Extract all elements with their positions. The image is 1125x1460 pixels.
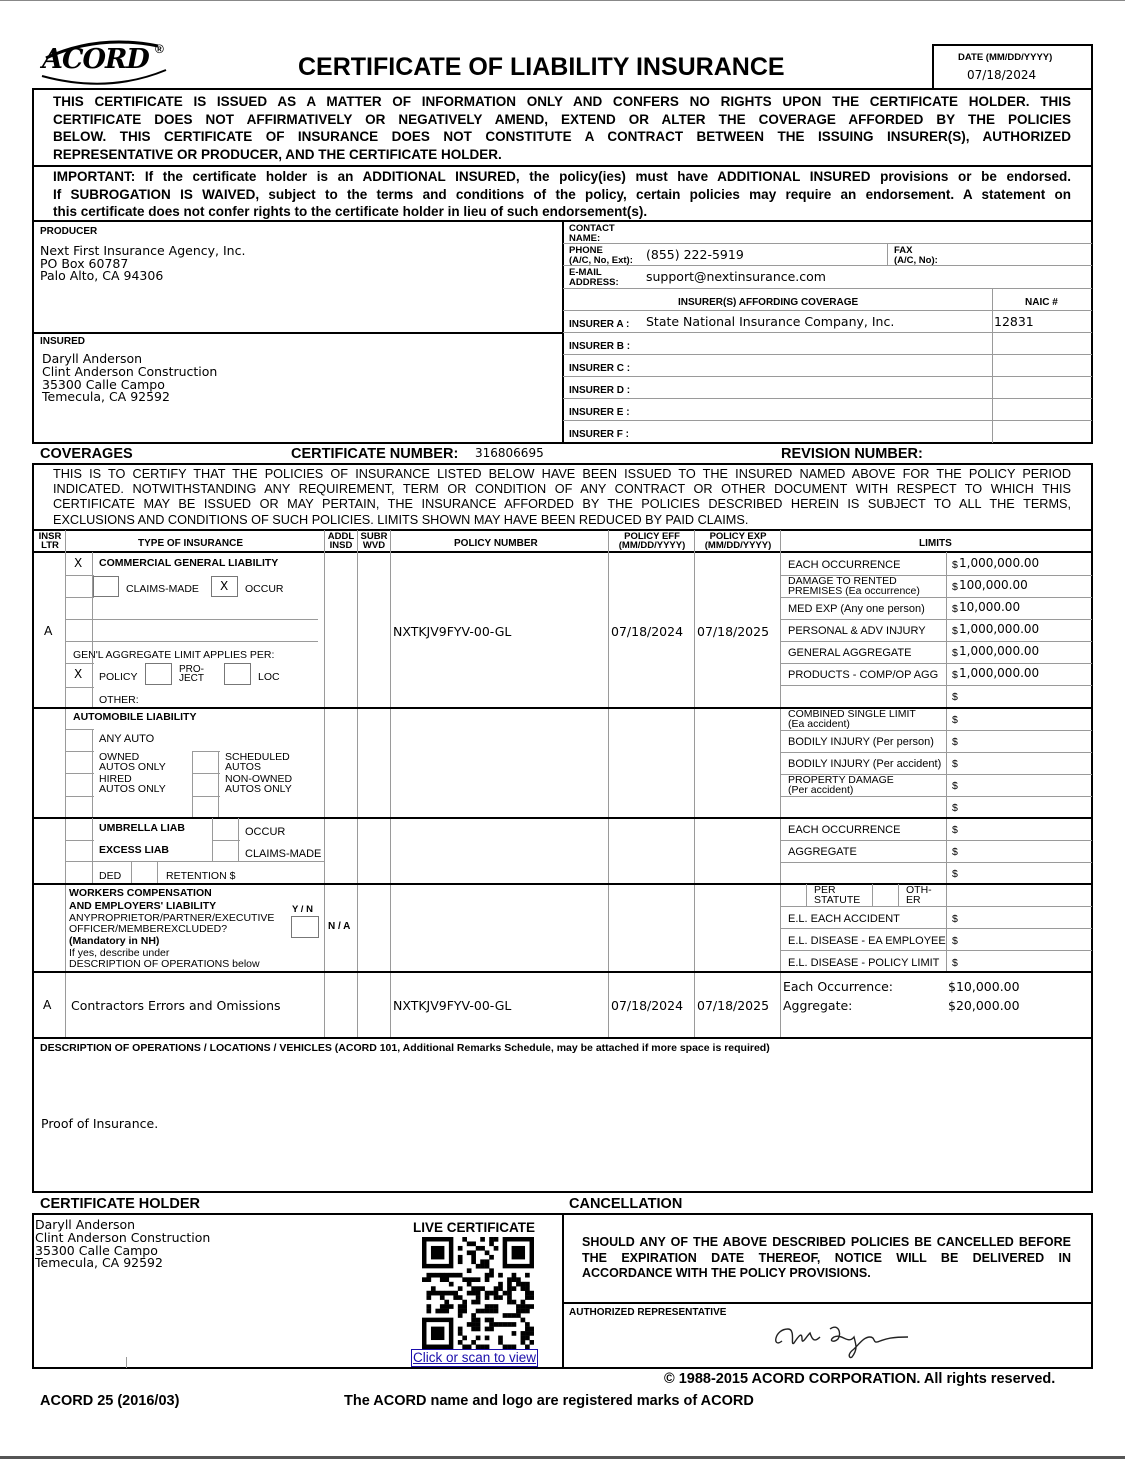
revision-number-label: REVISION NUMBER: — [781, 446, 923, 462]
divider — [66, 861, 324, 862]
divider — [212, 840, 240, 841]
logo-text: ACORD — [42, 44, 149, 75]
label-line: AUTOS — [225, 761, 261, 773]
eo-policy-eff: 07/18/2024 — [611, 998, 684, 1013]
eo-each-occurrence-value: $10,000.00 — [948, 979, 1020, 994]
live-certificate-label: LIVE CERTIFICATE — [413, 1220, 536, 1235]
limit-value: 1,000,000.00 — [959, 666, 1040, 680]
label-line: NAME: — [569, 232, 601, 244]
divider — [66, 773, 94, 774]
divider — [192, 796, 220, 797]
scan-link[interactable]: Click or scan to view — [413, 1350, 537, 1365]
divider — [781, 685, 1092, 686]
insured-address — [42, 353, 217, 404]
label-line: PROPERTY DAMAGE — [788, 774, 894, 786]
label-line: STATUTE — [814, 894, 861, 906]
eo-aggregate-label: Aggregate: — [783, 998, 853, 1013]
divider — [781, 862, 1092, 863]
yn-label: Y / N — [292, 904, 313, 915]
label-line: WVD — [362, 540, 386, 551]
disclaimer-line: THIS CERTIFICATE IS ISSUED AS A MATTER OF INFORMATION ONLY AND CONFERS NO RIGHTS UPON THE CERTIFICATE HOLDER. THIS — [53, 94, 1071, 109]
ded-col — [131, 862, 132, 883]
divider — [563, 420, 1092, 421]
copyright: © 1988-2015 ACORD CORPORATION. All rights reserved. — [664, 1371, 1056, 1387]
occur-label: OCCUR — [245, 583, 284, 595]
limit-label — [788, 576, 920, 596]
auto-check-col-3 — [192, 752, 193, 817]
project-checkbox — [145, 663, 172, 685]
important-text — [53, 168, 1071, 221]
top-rule — [0, 0, 1125, 1]
qr-code-icon[interactable] — [422, 1237, 534, 1349]
producer-address — [40, 245, 245, 283]
divider — [66, 663, 94, 664]
divider — [66, 619, 318, 620]
disclaimer-line: REPRESENTATIVE OR PRODUCER, AND THE CERTIFICATE HOLDER. — [53, 146, 502, 162]
divider — [66, 575, 94, 576]
label-line: COMBINED SINGLE LIMIT — [788, 708, 916, 720]
proprietor-question — [69, 913, 274, 934]
divider — [32, 551, 1093, 553]
cancel-line: SHOULD ANY OF THE ABOVE DESCRIBED POLICIES BE CANCELLED BEFORE — [582, 1235, 1071, 1249]
dollar-sign: $ — [952, 603, 958, 615]
dollar-sign: $ — [952, 625, 958, 637]
dollar-sign: $ — [952, 780, 958, 792]
limit-label: AGGREGATE — [788, 846, 857, 858]
certificate-holder-label: CERTIFICATE HOLDER — [40, 1196, 201, 1212]
col-insr-ltr — [36, 532, 64, 550]
insurers-header: INSURER(S) AFFORDING COVERAGE — [678, 297, 859, 308]
certify-text — [53, 467, 1071, 528]
certify-line: INDICATED. NOTWITHSTANDING ANY REQUIREMENT, TERM OR CONDITION OF ANY CONTRACT OR OTHER DOCUMENT WITH RESPECT TO WHICH THIS — [53, 482, 1071, 497]
cancel-line: THE EXPIRATION DATE THEREOF, NOTICE WILL BE DELIVERED IN — [582, 1250, 1071, 1265]
limit-label: E.L. DISEASE - POLICY LIMIT — [788, 957, 940, 969]
divider — [781, 796, 1092, 797]
label-line: (Per accident) — [788, 784, 854, 796]
cgl-label: COMMERCIAL GENERAL LIABILITY — [99, 557, 279, 569]
signature — [768, 1315, 913, 1361]
coverages-table — [32, 463, 1093, 1193]
disclaimer-text — [53, 93, 1071, 163]
gl-policy-eff: 07/18/2024 — [611, 624, 684, 639]
umbrella-label: UMBRELLA LIAB — [99, 822, 185, 834]
divider — [563, 288, 1092, 289]
insurer-label: INSURER D : — [569, 385, 631, 396]
label-line: SCHEDULED — [225, 751, 290, 763]
label-line: CONTACT — [569, 223, 615, 234]
email-value: support@nextinsurance.com — [646, 269, 826, 284]
label-line: (A/C, No, Ext): — [569, 254, 633, 266]
dollar-sign: $ — [952, 691, 958, 703]
col-line — [608, 530, 609, 1038]
cancellation-text — [582, 1235, 1071, 1282]
limit-label: MED EXP (Any one person) — [788, 603, 925, 615]
label-line: JECT — [179, 673, 204, 684]
divider — [66, 751, 94, 752]
description-text: Proof of Insurance. — [41, 1116, 159, 1131]
fax-label — [894, 246, 938, 265]
limit-value: 10,000.00 — [959, 600, 1021, 614]
divider — [872, 884, 873, 906]
label-line: AUTOS ONLY — [99, 783, 166, 795]
divider — [781, 840, 1092, 841]
holder-line: Temecula, CA 92592 — [35, 1255, 163, 1271]
col-subr-wvd — [358, 532, 390, 550]
dollar-sign: $ — [952, 714, 958, 726]
label-line: DAMAGE TO RENTED — [788, 575, 897, 587]
label-line: AND EMPLOYERS' LIABILITY — [69, 899, 217, 912]
limit-label: PERSONAL & ADV INJURY — [788, 625, 926, 637]
label-line: OWNED — [99, 751, 140, 763]
label-line: LTR — [41, 540, 59, 551]
ded-label: DED — [99, 870, 122, 882]
certify-line: EXCLUSIONS AND CONDITIONS OF SUCH POLICIES. LIMITS SHOWN MAY HAVE BEEN REDUCED BY PAID CLAIMS. — [53, 512, 749, 527]
dollar-sign: $ — [952, 957, 958, 969]
if-yes-note — [69, 948, 260, 969]
divider — [192, 751, 220, 752]
phone-value: (855) 222-5919 — [646, 247, 744, 262]
gl-insurer-letter: A — [44, 624, 53, 638]
col-policy-number: POLICY NUMBER — [454, 538, 538, 549]
producer-label: PRODUCER — [40, 226, 98, 237]
email-label — [569, 268, 619, 287]
owned-autos-label — [99, 752, 166, 772]
claims-made-checkbox — [93, 576, 119, 597]
col-line — [946, 552, 947, 972]
other-er-label — [906, 885, 932, 905]
page-title: CERTIFICATE OF LIABILITY INSURANCE — [298, 53, 785, 81]
label-line: INSR — [38, 531, 62, 542]
contact-name-label — [569, 224, 615, 243]
divider — [781, 597, 1092, 598]
insurer-name: State National Insurance Company, Inc. — [646, 314, 895, 329]
col-policy-eff — [609, 532, 695, 550]
label-line: NON-OWNED — [225, 773, 293, 785]
divider — [32, 529, 1093, 531]
holder-address — [35, 1219, 210, 1270]
divider — [66, 796, 94, 797]
umbrella-claims-made-label: CLAIMS-MADE — [245, 848, 322, 860]
divider — [898, 884, 899, 906]
label-line: HIRED — [99, 773, 132, 785]
insured-line: Clint Anderson Construction — [42, 363, 218, 379]
producer-line: Next First Insurance Agency, Inc. — [40, 243, 246, 258]
insurer-label: INSURER A : — [569, 319, 630, 330]
divider — [563, 243, 1092, 244]
label-line: (MM/DD/YYYY) — [618, 540, 686, 551]
phone-label — [569, 246, 633, 265]
dollar-sign: $ — [952, 935, 958, 947]
col-line — [357, 530, 358, 1038]
divider — [32, 1037, 1093, 1039]
col-addl-insd — [325, 532, 357, 550]
occur-mark: X — [220, 579, 229, 593]
gl-policy-number: NXTKJV9FYV-00-GL — [393, 624, 512, 639]
important-line: IMPORTANT: If the certificate holder is an ADDITIONAL INSURED, the policy(ies) must have ADDITIONAL INSURED provisions or be endorsed. — [53, 169, 1071, 184]
divider — [563, 354, 1092, 355]
limit-label — [788, 709, 916, 729]
project-label — [179, 665, 204, 683]
na-label: N / A — [328, 921, 351, 932]
divider — [66, 687, 94, 688]
divider — [32, 332, 563, 334]
insurer-label: INSURER B : — [569, 341, 631, 352]
registered-mark: ® — [155, 42, 164, 56]
divider — [66, 641, 318, 642]
label-line: DESCRIPTION OF OPERATIONS below — [69, 957, 260, 970]
col-limits: LIMITS — [919, 538, 952, 549]
divider — [781, 928, 1092, 929]
dollar-sign: $ — [952, 868, 958, 880]
gl-policy-exp: 07/18/2025 — [697, 624, 770, 639]
limit-label: GENERAL AGGREGATE — [788, 647, 912, 659]
dollar-sign: $ — [952, 581, 958, 593]
naic-header: NAIC # — [1025, 297, 1058, 308]
divider — [66, 729, 94, 730]
divider — [781, 950, 1092, 951]
dollar-sign: $ — [952, 913, 958, 925]
label-line: POLICY EXP — [709, 531, 767, 542]
divider — [66, 597, 94, 598]
divider — [781, 752, 1092, 753]
limit-label — [788, 775, 894, 795]
holder-line: Daryll Anderson — [35, 1217, 136, 1232]
col-line — [390, 530, 391, 1038]
col-line — [324, 530, 325, 1038]
important-line: this certificate does not confer rights to the certificate holder in lieu of such endorsement(s). — [53, 204, 648, 220]
loc-label: LOC — [258, 671, 280, 683]
limit-value: 100,000.00 — [959, 578, 1028, 592]
label-line: ADDRESS: — [569, 276, 619, 288]
eo-policy-exp: 07/18/2025 — [697, 998, 770, 1013]
policy-label: POLICY — [99, 671, 138, 683]
loc-checkbox — [224, 663, 251, 685]
any-auto-label: ANY AUTO — [99, 733, 155, 745]
non-owned-autos-label — [225, 774, 292, 794]
cgl-checkbox: X — [74, 556, 83, 570]
retention-label: RETENTION $ — [166, 870, 236, 882]
hired-autos-label — [99, 774, 166, 794]
eo-policy-number: NXTKJV9FYV-00-GL — [393, 998, 512, 1013]
certificate-number: 316806695 — [475, 446, 544, 460]
scheduled-autos-label — [225, 752, 290, 772]
date-box — [932, 44, 1093, 90]
registered-marks-note: The ACORD name and logo are registered marks of ACORD — [344, 1393, 754, 1409]
holder-line: 35300 Calle Campo — [35, 1242, 158, 1258]
acord-logo — [38, 36, 173, 88]
divider — [563, 310, 1092, 311]
eo-each-occurrence-label: Each Occurrence: — [783, 979, 894, 994]
divider — [192, 773, 220, 774]
label-line: FAX — [894, 245, 913, 256]
divider — [126, 1357, 127, 1368]
label-line: ANYPROPRIETOR/PARTNER/EXECUTIVE — [69, 912, 275, 924]
form-number: ACORD 25 (2016/03) — [40, 1393, 180, 1409]
gen-agg-applies-label: GEN'L AGGREGATE LIMIT APPLIES PER: — [73, 649, 275, 661]
dollar-sign: $ — [952, 758, 958, 770]
divider — [32, 817, 1093, 819]
divider — [563, 332, 1092, 333]
dollar-sign: $ — [952, 559, 958, 571]
label-line: AUTOS ONLY — [99, 761, 166, 773]
excluded-checkbox — [291, 916, 319, 938]
label-line: OTH- — [906, 884, 932, 896]
col-line — [694, 530, 695, 1038]
certify-line: CERTIFICATE MAY BE ISSUED OR MAY PERTAIN, THE INSURANCE AFFORDED BY THE POLICIES DESCRIBED HEREIN IS SUBJECT TO ALL THE TERMS, — [53, 497, 1071, 512]
label-line: PRO- — [179, 664, 204, 675]
label-line: If yes, describe under — [69, 947, 170, 959]
divider — [887, 243, 888, 265]
label-line: (A/C, No): — [894, 254, 938, 266]
umb-check-col — [92, 818, 93, 883]
divider — [562, 1302, 1093, 1304]
cancel-line: ACCORDANCE WITH THE POLICY PROVISIONS. — [582, 1266, 871, 1281]
cancellation-label: CANCELLATION — [569, 1196, 683, 1212]
insurer-label: INSURER C : — [569, 363, 631, 374]
label-line: ER — [906, 894, 921, 906]
policy-mark: X — [74, 667, 83, 681]
col-policy-exp — [695, 532, 781, 550]
workers-comp-title — [69, 887, 216, 912]
insurer-label: INSURER E : — [569, 407, 630, 418]
insured-line: Temecula, CA 92592 — [42, 389, 170, 405]
divider — [32, 165, 1093, 167]
dollar-sign: $ — [952, 647, 958, 659]
important-line: If SUBROGATION IS WAIVED, subject to the terms and conditions of the policy, certain policies may require an endorsement. A statement on — [53, 186, 1071, 202]
certificate-number-label: CERTIFICATE NUMBER: — [291, 446, 459, 462]
label-line: E-MAIL — [569, 267, 602, 278]
limit-label: EACH OCCURRENCE — [788, 559, 901, 571]
limit-value: 1,000,000.00 — [959, 644, 1040, 658]
limit-value: 1,000,000.00 — [959, 622, 1040, 636]
insured-line: 35300 Calle Campo — [42, 376, 165, 392]
producer-line: Palo Alto, CA 94306 — [40, 268, 164, 283]
dollar-sign: $ — [952, 802, 958, 814]
limit-label: E.L. DISEASE - EA EMPLOYEE — [788, 935, 946, 947]
dollar-sign: $ — [952, 824, 958, 836]
label-line: WORKERS COMPENSATION — [69, 887, 212, 899]
col-type: TYPE OF INSURANCE — [138, 538, 244, 549]
date-label: DATE (MM/DD/YYYY) — [958, 52, 1053, 63]
label-line: SUBR — [360, 531, 388, 542]
label-line: AUTOS ONLY — [225, 783, 292, 795]
limit-label: EACH OCCURRENCE — [788, 824, 901, 836]
label-line: INSD — [329, 540, 353, 551]
limit-label: BODILY INJURY (Per accident) — [788, 758, 942, 770]
divider — [781, 619, 1092, 620]
divider — [66, 840, 94, 841]
insurer-naic: 12831 — [994, 314, 1034, 329]
ded-col-2 — [157, 862, 158, 883]
divider — [806, 884, 807, 906]
certify-line: THIS IS TO CERTIFY THAT THE POLICIES OF INSURANCE LISTED BELOW HAVE BEEN ISSUED TO THE INSURED NAMED ABOVE FOR THE POLICY PERIOD — [53, 467, 1071, 481]
divider — [781, 730, 1092, 731]
insured-line: Daryll Anderson — [42, 351, 143, 366]
limit-label: E.L. EACH ACCIDENT — [788, 913, 900, 925]
date-value: 07/18/2024 — [967, 68, 1037, 82]
divider — [781, 641, 1092, 642]
divider — [781, 663, 1092, 664]
coverages-label: COVERAGES — [40, 446, 133, 462]
label-line: POLICY EFF — [624, 531, 680, 542]
eo-aggregate-value: $20,000.00 — [948, 998, 1020, 1013]
label-line: (Ea accident) — [788, 718, 850, 730]
label-line: (MM/DD/YYYY) — [704, 540, 772, 551]
eo-insurer-letter: A — [43, 998, 52, 1012]
divider — [563, 376, 1092, 377]
label-line: ADDL — [327, 531, 355, 542]
insured-label: INSURED — [40, 336, 86, 347]
producer-line: PO Box 60787 — [40, 255, 129, 271]
dollar-sign: $ — [952, 669, 958, 681]
divider — [563, 398, 1092, 399]
col-line — [65, 530, 66, 1038]
dollar-sign: $ — [952, 846, 958, 858]
description-label: DESCRIPTION OF OPERATIONS / LOCATIONS / VEHICLES (ACORD 101, Additional Remarks Schedule, may be attached if more space is required) — [40, 1042, 770, 1054]
limit-label: PRODUCTS - COMP/OP AGG — [788, 669, 939, 681]
eo-type: Contractors Errors and Omissions — [71, 998, 281, 1013]
per-statute-label — [814, 885, 860, 905]
label-line: PER — [814, 884, 836, 896]
bottom-rule — [0, 1456, 1125, 1459]
label-line: PHONE — [569, 245, 603, 256]
umbrella-occur-label: OCCUR — [245, 826, 286, 838]
col-line — [780, 530, 781, 1038]
other-label: OTHER: — [99, 694, 139, 706]
limit-label: BODILY INJURY (Per person) — [788, 736, 934, 748]
holder-line: Clint Anderson Construction — [35, 1229, 211, 1245]
divider — [781, 906, 1092, 907]
limit-value: 1,000,000.00 — [959, 556, 1040, 570]
dollar-sign: $ — [952, 736, 958, 748]
insurer-label: INSURER F : — [569, 429, 629, 440]
divider — [32, 707, 1093, 709]
authorized-rep-label: AUTHORIZED REPRESENTATIVE — [569, 1307, 727, 1318]
claims-made-label: CLAIMS-MADE — [126, 583, 199, 595]
mandatory-nh: (Mandatory in NH) — [69, 935, 160, 947]
divider — [32, 883, 1093, 885]
disclaimer-line: CERTIFICATE DOES NOT AFFIRMATIVELY OR NEGATIVELY AMEND, EXTEND OR ALTER THE COVERAGE AFFORDED BY THE POLICIES — [53, 111, 1071, 127]
disclaimer-line: BELOW. THIS CERTIFICATE OF INSURANCE DOES NOT CONSTITUTE A CONTRACT BETWEEN THE ISSUING INSURER(S), AUTHORIZED — [53, 129, 1071, 145]
excess-label: EXCESS LIAB — [99, 844, 170, 856]
label-line: OFFICER/MEMBEREXCLUDED? — [69, 922, 228, 935]
auto-check-col-2 — [218, 752, 219, 817]
divider — [32, 971, 1093, 973]
label-line: PREMISES (Ea occurrence) — [788, 585, 920, 597]
auto-liability-label: AUTOMOBILE LIABILITY — [73, 711, 197, 723]
divider — [563, 265, 1092, 266]
